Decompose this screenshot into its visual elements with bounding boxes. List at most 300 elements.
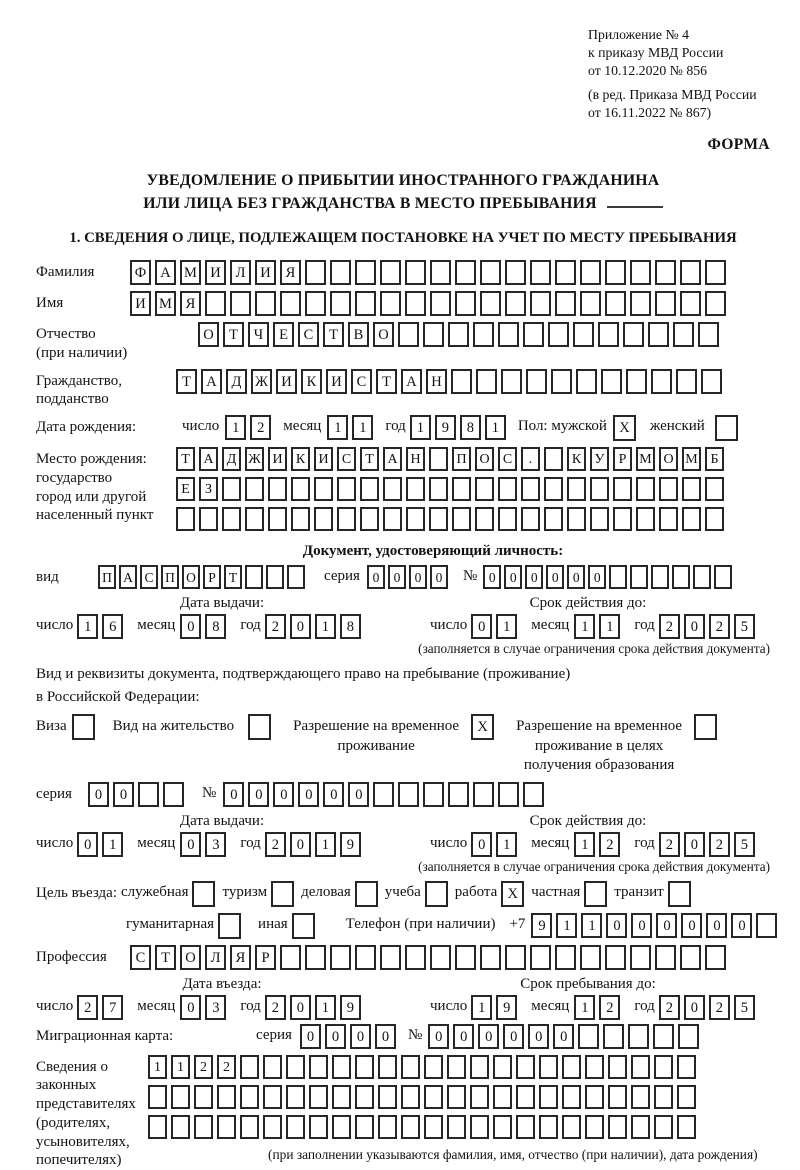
char-box-empty[interactable] <box>551 369 572 394</box>
char-box-empty[interactable] <box>578 1024 599 1049</box>
char-box-empty[interactable] <box>648 322 669 347</box>
char-box-empty[interactable] <box>682 507 701 531</box>
char-box-filled[interactable]: С <box>140 565 158 589</box>
char-box-filled[interactable]: Т <box>360 447 379 471</box>
char-box-filled[interactable]: Р <box>255 945 276 970</box>
char-box-empty[interactable] <box>192 881 215 907</box>
char-box-filled[interactable]: Я <box>230 945 251 970</box>
char-box-filled[interactable]: 0 <box>290 995 311 1020</box>
char-box-empty[interactable] <box>680 260 701 285</box>
char-box-filled[interactable]: Т <box>376 369 397 394</box>
char-box-filled[interactable]: 0 <box>631 913 652 938</box>
char-box-empty[interactable] <box>470 1085 489 1109</box>
char-box-empty[interactable] <box>705 945 726 970</box>
char-box-empty[interactable] <box>330 260 351 285</box>
char-box-empty[interactable] <box>401 1085 420 1109</box>
char-box-filled[interactable]: О <box>182 565 200 589</box>
char-box-empty[interactable] <box>309 1085 328 1109</box>
char-box-empty[interactable] <box>585 1115 604 1139</box>
char-box-empty[interactable] <box>580 945 601 970</box>
char-box-filled[interactable]: О <box>373 322 394 347</box>
char-box-filled[interactable]: Я <box>180 291 201 316</box>
char-box-empty[interactable] <box>653 1024 674 1049</box>
char-box-empty[interactable] <box>585 1055 604 1079</box>
char-box-empty[interactable] <box>271 881 294 907</box>
char-box-empty[interactable] <box>337 507 356 531</box>
char-box-filled[interactable]: 3 <box>205 832 226 857</box>
char-box-filled[interactable]: 0 <box>483 565 501 589</box>
char-box-empty[interactable] <box>523 322 544 347</box>
char-box-filled[interactable]: 8 <box>205 614 226 639</box>
char-box-empty[interactable] <box>291 507 310 531</box>
char-box-empty[interactable] <box>605 945 626 970</box>
char-box-empty[interactable] <box>608 1115 627 1139</box>
char-box-empty[interactable] <box>337 477 356 501</box>
char-box-filled[interactable]: 2 <box>194 1055 213 1079</box>
char-box-empty[interactable] <box>530 291 551 316</box>
char-box-filled[interactable]: 0 <box>681 913 702 938</box>
char-box-empty[interactable] <box>286 1085 305 1109</box>
char-box-filled[interactable]: 7 <box>102 995 123 1020</box>
char-box-empty[interactable] <box>626 369 647 394</box>
char-box-empty[interactable] <box>380 945 401 970</box>
char-box-empty[interactable] <box>332 1085 351 1109</box>
char-box-filled[interactable]: Т <box>224 565 242 589</box>
char-box-filled[interactable]: Н <box>426 369 447 394</box>
char-box-empty[interactable] <box>631 1115 650 1139</box>
char-box-empty[interactable] <box>360 507 379 531</box>
char-box-filled[interactable]: 8 <box>460 415 481 440</box>
char-box-empty[interactable] <box>332 1115 351 1139</box>
char-box-filled[interactable]: 1 <box>581 913 602 938</box>
char-box-empty[interactable] <box>430 291 451 316</box>
char-box-filled[interactable]: 0 <box>553 1024 574 1049</box>
char-box-filled[interactable]: 0 <box>504 565 522 589</box>
char-box-empty[interactable] <box>672 565 690 589</box>
char-box-empty[interactable] <box>501 369 522 394</box>
char-box-empty[interactable] <box>555 291 576 316</box>
char-box-filled[interactable]: 0 <box>684 614 705 639</box>
char-box-empty[interactable] <box>248 714 271 740</box>
char-box-empty[interactable] <box>676 369 697 394</box>
char-box-filled[interactable]: 0 <box>367 565 385 589</box>
char-box-empty[interactable] <box>562 1085 581 1109</box>
char-box-empty[interactable] <box>406 507 425 531</box>
char-box-filled[interactable]: П <box>98 565 116 589</box>
char-box-filled[interactable]: 0 <box>388 565 406 589</box>
char-box-empty[interactable] <box>230 291 251 316</box>
char-box-empty[interactable] <box>309 1055 328 1079</box>
char-box-filled[interactable]: 1 <box>148 1055 167 1079</box>
char-box-empty[interactable] <box>423 322 444 347</box>
char-box-filled[interactable]: Л <box>205 945 226 970</box>
char-box-empty[interactable] <box>521 477 540 501</box>
char-box-empty[interactable] <box>245 507 264 531</box>
char-box-empty[interactable] <box>447 1085 466 1109</box>
char-box-filled[interactable]: А <box>199 447 218 471</box>
char-box-empty[interactable] <box>373 782 394 807</box>
char-box-empty[interactable] <box>330 291 351 316</box>
char-box-empty[interactable] <box>605 260 626 285</box>
char-box-empty[interactable] <box>452 477 471 501</box>
char-box-empty[interactable] <box>305 945 326 970</box>
char-box-empty[interactable] <box>263 1055 282 1079</box>
char-box-filled[interactable]: П <box>452 447 471 471</box>
char-box-filled[interactable]: И <box>276 369 297 394</box>
char-box-filled[interactable]: X <box>613 415 636 441</box>
char-box-filled[interactable]: 1 <box>352 415 373 440</box>
char-box-filled[interactable]: 1 <box>496 614 517 639</box>
char-box-empty[interactable] <box>480 291 501 316</box>
char-box-filled[interactable]: Я <box>280 260 301 285</box>
char-box-empty[interactable] <box>498 477 517 501</box>
char-box-empty[interactable] <box>286 1115 305 1139</box>
char-box-filled[interactable]: 1 <box>327 415 348 440</box>
char-box-empty[interactable] <box>584 881 607 907</box>
char-box-filled[interactable]: О <box>180 945 201 970</box>
char-box-empty[interactable] <box>516 1055 535 1079</box>
char-box-filled[interactable]: 1 <box>315 995 336 1020</box>
char-box-filled[interactable]: 2 <box>709 832 730 857</box>
char-box-filled[interactable]: И <box>255 260 276 285</box>
char-box-empty[interactable] <box>585 1085 604 1109</box>
char-box-filled[interactable]: Ч <box>248 322 269 347</box>
char-box-empty[interactable] <box>194 1085 213 1109</box>
char-box-filled[interactable]: 1 <box>496 832 517 857</box>
char-box-filled[interactable]: И <box>326 369 347 394</box>
char-box-filled[interactable]: 0 <box>88 782 109 807</box>
char-box-filled[interactable]: К <box>291 447 310 471</box>
char-box-empty[interactable] <box>280 945 301 970</box>
char-box-filled[interactable]: 0 <box>323 782 344 807</box>
char-box-empty[interactable] <box>623 322 644 347</box>
char-box-filled[interactable]: Р <box>613 447 632 471</box>
char-box-filled[interactable]: 2 <box>709 995 730 1020</box>
char-box-filled[interactable]: 9 <box>340 832 361 857</box>
char-box-empty[interactable] <box>314 507 333 531</box>
char-box-empty[interactable] <box>476 369 497 394</box>
char-box-empty[interactable] <box>429 507 448 531</box>
char-box-filled[interactable]: 0 <box>453 1024 474 1049</box>
char-box-filled[interactable]: Т <box>176 369 197 394</box>
char-box-empty[interactable] <box>405 291 426 316</box>
char-box-empty[interactable] <box>655 291 676 316</box>
char-box-empty[interactable] <box>424 1085 443 1109</box>
char-box-empty[interactable] <box>598 322 619 347</box>
char-box-filled[interactable]: С <box>130 945 151 970</box>
char-box-empty[interactable] <box>694 714 717 740</box>
char-box-empty[interactable] <box>631 1085 650 1109</box>
char-box-empty[interactable] <box>630 945 651 970</box>
char-box-filled[interactable]: С <box>351 369 372 394</box>
char-box-empty[interactable] <box>378 1085 397 1109</box>
char-box-filled[interactable]: 0 <box>606 913 627 938</box>
char-box-empty[interactable] <box>309 1115 328 1139</box>
char-box-empty[interactable] <box>430 945 451 970</box>
char-box-empty[interactable] <box>705 291 726 316</box>
char-box-filled[interactable]: 0 <box>223 782 244 807</box>
char-box-filled[interactable]: 0 <box>113 782 134 807</box>
char-box-empty[interactable] <box>475 477 494 501</box>
char-box-empty[interactable] <box>505 945 526 970</box>
char-box-filled[interactable]: 0 <box>348 782 369 807</box>
char-box-filled[interactable]: Ж <box>245 447 264 471</box>
char-box-filled[interactable]: 5 <box>734 995 755 1020</box>
char-box-empty[interactable] <box>628 1024 649 1049</box>
char-box-filled[interactable]: Б <box>705 447 724 471</box>
char-box-filled[interactable]: 9 <box>496 995 517 1020</box>
char-box-filled[interactable]: М <box>682 447 701 471</box>
char-box-filled[interactable]: 1 <box>410 415 431 440</box>
char-box-empty[interactable] <box>693 565 711 589</box>
char-box-filled[interactable]: 1 <box>171 1055 190 1079</box>
char-box-empty[interactable] <box>292 913 315 939</box>
char-box-empty[interactable] <box>630 291 651 316</box>
char-box-empty[interactable] <box>580 260 601 285</box>
char-box-filled[interactable]: 1 <box>574 995 595 1020</box>
char-box-empty[interactable] <box>470 1115 489 1139</box>
char-box-empty[interactable] <box>218 913 241 939</box>
char-box-empty[interactable] <box>263 1115 282 1139</box>
char-box-empty[interactable] <box>355 1055 374 1079</box>
char-box-filled[interactable]: И <box>130 291 151 316</box>
char-box-filled[interactable]: Н <box>406 447 425 471</box>
char-box-filled[interactable]: Д <box>222 447 241 471</box>
char-box-empty[interactable] <box>530 260 551 285</box>
char-box-empty[interactable] <box>562 1115 581 1139</box>
char-box-filled[interactable]: А <box>201 369 222 394</box>
char-box-filled[interactable]: 8 <box>340 614 361 639</box>
char-box-empty[interactable] <box>217 1115 236 1139</box>
char-box-filled[interactable]: 1 <box>471 995 492 1020</box>
char-box-filled[interactable]: 9 <box>435 415 456 440</box>
char-box-empty[interactable] <box>383 477 402 501</box>
char-box-filled[interactable]: 0 <box>503 1024 524 1049</box>
char-box-empty[interactable] <box>480 945 501 970</box>
char-box-filled[interactable]: 2 <box>250 415 271 440</box>
char-box-empty[interactable] <box>398 782 419 807</box>
char-box-empty[interactable] <box>148 1115 167 1139</box>
char-box-empty[interactable] <box>516 1115 535 1139</box>
char-box-filled[interactable]: 0 <box>409 565 427 589</box>
char-box-empty[interactable] <box>355 1085 374 1109</box>
char-box-empty[interactable] <box>608 1055 627 1079</box>
char-box-empty[interactable] <box>314 477 333 501</box>
char-box-empty[interactable] <box>705 477 724 501</box>
char-box-empty[interactable] <box>291 477 310 501</box>
char-box-empty[interactable] <box>163 782 184 807</box>
char-box-empty[interactable] <box>539 1055 558 1079</box>
char-box-empty[interactable] <box>539 1115 558 1139</box>
char-box-filled[interactable]: З <box>199 477 218 501</box>
char-box-filled[interactable]: 0 <box>290 832 311 857</box>
char-box-empty[interactable] <box>429 447 448 471</box>
char-box-empty[interactable] <box>424 1115 443 1139</box>
char-box-filled[interactable]: 0 <box>325 1024 346 1049</box>
char-box-empty[interactable] <box>380 291 401 316</box>
char-box-filled[interactable]: 0 <box>350 1024 371 1049</box>
char-box-filled[interactable]: А <box>401 369 422 394</box>
char-box-empty[interactable] <box>651 565 669 589</box>
char-box-filled[interactable]: 0 <box>528 1024 549 1049</box>
char-box-empty[interactable] <box>473 322 494 347</box>
char-box-empty[interactable] <box>526 369 547 394</box>
char-box-filled[interactable]: 1 <box>599 614 620 639</box>
char-box-filled[interactable]: 2 <box>217 1055 236 1079</box>
char-box-empty[interactable] <box>544 507 563 531</box>
char-box-empty[interactable] <box>498 782 519 807</box>
char-box-empty[interactable] <box>383 507 402 531</box>
char-box-empty[interactable] <box>505 291 526 316</box>
char-box-filled[interactable]: М <box>155 291 176 316</box>
char-box-empty[interactable] <box>659 507 678 531</box>
char-box-empty[interactable] <box>455 945 476 970</box>
char-box-filled[interactable]: Е <box>273 322 294 347</box>
char-box-empty[interactable] <box>423 782 444 807</box>
char-box-empty[interactable] <box>355 881 378 907</box>
char-box-filled[interactable]: А <box>383 447 402 471</box>
char-box-empty[interactable] <box>544 447 563 471</box>
char-box-filled[interactable]: 6 <box>102 614 123 639</box>
char-box-filled[interactable]: 0 <box>180 832 201 857</box>
char-box-filled[interactable]: 0 <box>731 913 752 938</box>
char-box-filled[interactable]: 0 <box>684 832 705 857</box>
char-box-filled[interactable]: 0 <box>471 832 492 857</box>
char-box-empty[interactable] <box>199 507 218 531</box>
char-box-empty[interactable] <box>539 1085 558 1109</box>
char-box-empty[interactable] <box>493 1085 512 1109</box>
char-box-empty[interactable] <box>398 322 419 347</box>
char-box-filled[interactable]: 5 <box>734 614 755 639</box>
char-box-filled[interactable]: 9 <box>340 995 361 1020</box>
char-box-empty[interactable] <box>580 291 601 316</box>
char-box-filled[interactable]: Е <box>176 477 195 501</box>
char-box-empty[interactable] <box>240 1115 259 1139</box>
char-box-filled[interactable]: У <box>590 447 609 471</box>
char-box-empty[interactable] <box>756 913 777 938</box>
char-box-filled[interactable]: 1 <box>556 913 577 938</box>
char-box-filled[interactable]: 0 <box>706 913 727 938</box>
char-box-filled[interactable]: X <box>501 881 524 907</box>
char-box-empty[interactable] <box>655 945 676 970</box>
char-box-filled[interactable]: П <box>161 565 179 589</box>
char-box-empty[interactable] <box>430 260 451 285</box>
char-box-filled[interactable]: 1 <box>315 832 336 857</box>
char-box-filled[interactable]: 1 <box>225 415 246 440</box>
char-box-empty[interactable] <box>603 1024 624 1049</box>
char-box-empty[interactable] <box>673 322 694 347</box>
char-box-empty[interactable] <box>705 507 724 531</box>
char-box-empty[interactable] <box>654 1055 673 1079</box>
char-box-empty[interactable] <box>576 369 597 394</box>
char-box-filled[interactable]: 2 <box>599 995 620 1020</box>
char-box-empty[interactable] <box>701 369 722 394</box>
char-box-filled[interactable]: 0 <box>684 995 705 1020</box>
char-box-empty[interactable] <box>680 945 701 970</box>
char-box-empty[interactable] <box>378 1055 397 1079</box>
char-box-filled[interactable]: Д <box>226 369 247 394</box>
char-box-filled[interactable]: 2 <box>599 832 620 857</box>
char-box-empty[interactable] <box>287 565 305 589</box>
char-box-empty[interactable] <box>405 945 426 970</box>
char-box-empty[interactable] <box>455 291 476 316</box>
char-box-empty[interactable] <box>475 507 494 531</box>
char-box-empty[interactable] <box>630 565 648 589</box>
char-box-empty[interactable] <box>655 260 676 285</box>
char-box-empty[interactable] <box>405 260 426 285</box>
char-box-filled[interactable]: 1 <box>315 614 336 639</box>
char-box-empty[interactable] <box>698 322 719 347</box>
char-box-empty[interactable] <box>590 507 609 531</box>
char-box-empty[interactable] <box>590 477 609 501</box>
char-box-empty[interactable] <box>217 1085 236 1109</box>
char-box-empty[interactable] <box>678 1024 699 1049</box>
char-box-empty[interactable] <box>355 1115 374 1139</box>
char-box-filled[interactable]: 0 <box>180 614 201 639</box>
char-box-empty[interactable] <box>544 477 563 501</box>
char-box-filled[interactable]: Р <box>203 565 221 589</box>
char-box-filled[interactable]: 0 <box>546 565 564 589</box>
char-box-empty[interactable] <box>573 322 594 347</box>
char-box-filled[interactable]: Т <box>155 945 176 970</box>
char-box-filled[interactable]: 0 <box>298 782 319 807</box>
char-box-empty[interactable] <box>613 507 632 531</box>
char-box-filled[interactable]: 0 <box>588 565 606 589</box>
char-box-empty[interactable] <box>516 1085 535 1109</box>
char-box-empty[interactable] <box>715 415 738 441</box>
char-box-filled[interactable]: Л <box>230 260 251 285</box>
char-box-empty[interactable] <box>631 1055 650 1079</box>
char-box-empty[interactable] <box>429 477 448 501</box>
char-box-filled[interactable]: 1 <box>574 614 595 639</box>
char-box-empty[interactable] <box>452 507 471 531</box>
char-box-empty[interactable] <box>609 565 627 589</box>
char-box-empty[interactable] <box>498 322 519 347</box>
char-box-empty[interactable] <box>605 291 626 316</box>
char-box-filled[interactable]: 0 <box>471 614 492 639</box>
char-box-filled[interactable]: О <box>659 447 678 471</box>
char-box-empty[interactable] <box>330 945 351 970</box>
char-box-filled[interactable]: 0 <box>180 995 201 1020</box>
char-box-empty[interactable] <box>505 260 526 285</box>
char-box-filled[interactable]: 2 <box>659 832 680 857</box>
char-box-empty[interactable] <box>332 1055 351 1079</box>
char-box-empty[interactable] <box>548 322 569 347</box>
char-box-filled[interactable]: 0 <box>656 913 677 938</box>
char-box-empty[interactable] <box>205 291 226 316</box>
char-box-filled[interactable]: 2 <box>265 995 286 1020</box>
char-box-empty[interactable] <box>493 1115 512 1139</box>
char-box-empty[interactable] <box>72 714 95 740</box>
char-box-filled[interactable]: И <box>205 260 226 285</box>
char-box-empty[interactable] <box>355 945 376 970</box>
char-box-empty[interactable] <box>222 477 241 501</box>
char-box-filled[interactable]: 1 <box>574 832 595 857</box>
char-box-filled[interactable]: 0 <box>273 782 294 807</box>
char-box-empty[interactable] <box>555 260 576 285</box>
char-box-empty[interactable] <box>636 507 655 531</box>
char-box-empty[interactable] <box>138 782 159 807</box>
char-box-filled[interactable]: Ж <box>251 369 272 394</box>
char-box-empty[interactable] <box>360 477 379 501</box>
char-box-empty[interactable] <box>255 291 276 316</box>
char-box-filled[interactable]: 0 <box>300 1024 321 1049</box>
char-box-filled[interactable]: Т <box>323 322 344 347</box>
char-box-empty[interactable] <box>521 507 540 531</box>
char-box-empty[interactable] <box>176 507 195 531</box>
char-box-empty[interactable] <box>677 1085 696 1109</box>
char-box-filled[interactable]: 5 <box>734 832 755 857</box>
